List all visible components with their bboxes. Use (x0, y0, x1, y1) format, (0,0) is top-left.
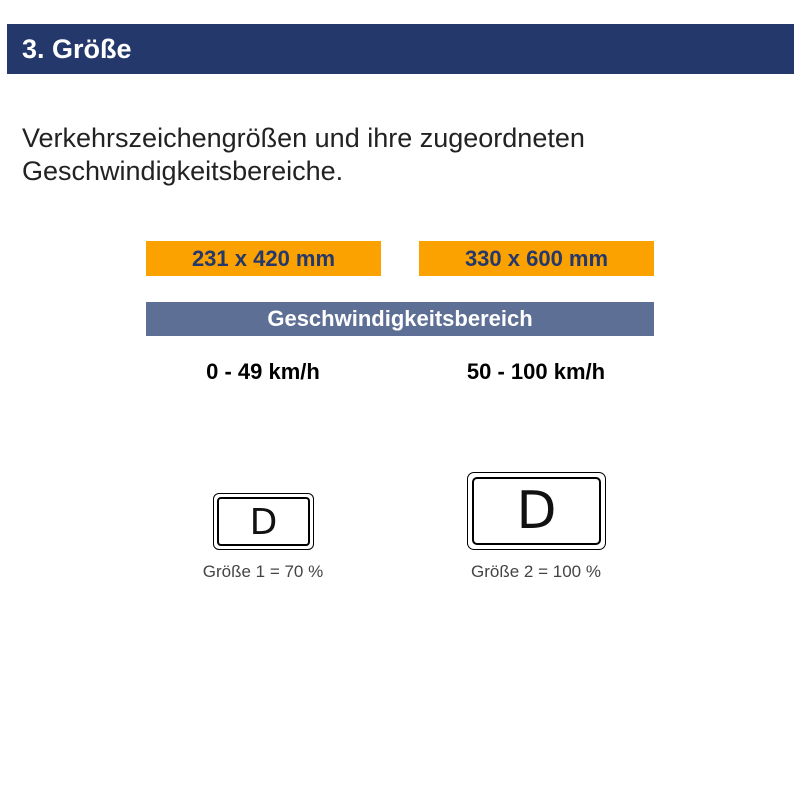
section-header (7, 24, 794, 74)
sign-size-1 (213, 493, 314, 550)
intro-text: Verkehrszeichengrößen und ihre zugeordneten Geschwindigkeitsbereiche. (22, 123, 585, 186)
sign-size-2-letter: D (472, 477, 601, 545)
sign-size-1-letter: D (217, 497, 310, 546)
sign-size-2-caption: Größe 2 = 100 % (471, 562, 601, 581)
section-title: 3. Größe (22, 34, 132, 64)
size-label-large: 330 x 600 mm (419, 241, 654, 276)
speed-range-header: Geschwindigkeitsbereich (146, 302, 654, 336)
sign-size-1-caption: Größe 1 = 70 % (202, 562, 324, 581)
size-label-small: 231 x 420 mm (146, 241, 381, 276)
speed-range-high: 50 - 100 km/h (466, 359, 606, 384)
sign-size-2 (467, 472, 606, 550)
speed-range-low: 0 - 49 km/h (206, 359, 320, 384)
